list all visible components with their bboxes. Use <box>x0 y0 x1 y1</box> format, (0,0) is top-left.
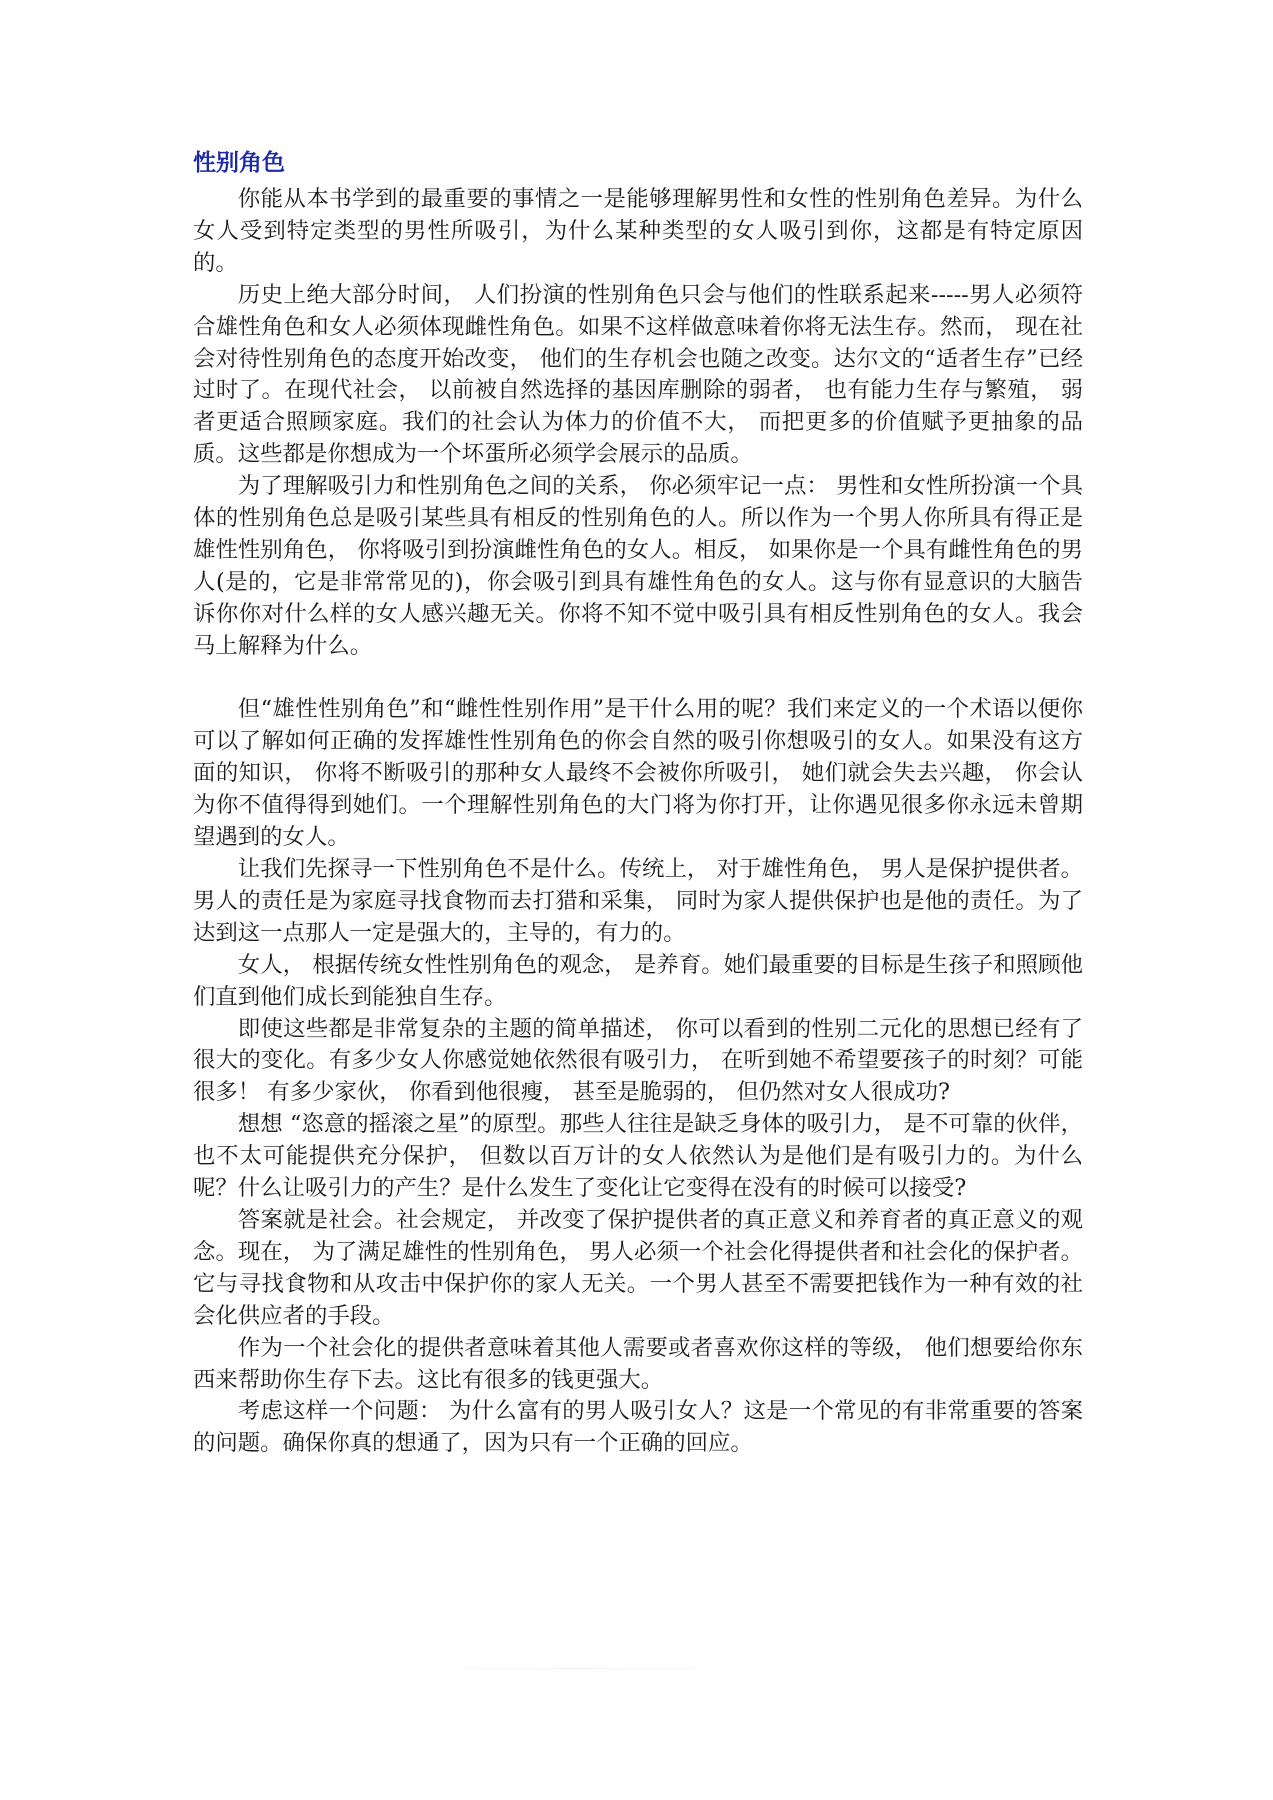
paragraph-society: 答案就是社会。社会规定， 并改变了保护提供者的真正意义和养育者的真正意义的观念。现在， 为了满足雄性的性别角色， 男人必须一个社会化得提供者和社会化的保护者。它与寻找食物和从攻击中保护你的家人无关。一个男人甚至不需要把钱作为一种有效的社会化供应者的手段。 <box>193 1206 1083 1329</box>
paragraph-intro: 你能从本书学到的最重要的事情之一是能够理解男性和女性的性别角色差异。为什么女人受到特定类型的男性所吸引，为什么某种类型的女人吸引到你，这都是有特定原因的。 <box>193 186 1083 276</box>
paragraph-history: 历史上绝大部分时间， 人们扮演的性别角色只会与他们的性联系起来-----男人必须符合雄性角色和女人必须体现雌性角色。如果不这样做意味着你将无法生存。然而， 现在社会对待性别角色的态度开始改变， 他们的生存机会也随之改变。达尔文的“适者生存”已经过时了。在现代社会， 以前被自然选择的基因库删除的弱者， 也有能力生存与繁殖， 弱者更适合照顾家庭。我们的社会认为体力的价值不大， 而把更多的价值赋予更抽象的品质。这些都是你想成为一个坏蛋所必须学会展示的品质。 <box>193 281 1083 468</box>
scan-artifact-line <box>420 1668 740 1669</box>
paragraph-question: 考虑这样一个问题： 为什么富有的男人吸引女人？这是一个常见的有非常重要的答案的问题。确保你真的想通了，因为只有一个正确的回应。 <box>193 1398 1083 1457</box>
paragraph-change: 即使这些都是非常复杂的主题的简单描述， 你可以看到的性别二元化的思想已经有了很大的变化。有多少女人你感觉她依然很有吸引力， 在听到她不希望要孩子的时刻？可能很多！ 有多少家伙， 你看到他很瘦， 甚至是脆弱的， 但仍然对女人很成功? <box>193 1015 1083 1106</box>
paragraph-tradition-female: 女人， 根据传统女性性别角色的观念， 是养育。她们最重要的目标是生孩子和照顾他们直到他们成长到能独自生存。 <box>193 951 1083 1010</box>
paragraph-attraction: 为了理解吸引力和性别角色之间的关系， 你必须牢记一点： 男性和女性所扮演一个具体的性别角色总是吸引某些具有相反的性别角色的人。所以作为一个男人你所具有得正是雄性性别角色， 你将吸引到扮演雌性角色的女人。相反， 如果你是一个具有雌性角色的男人(是的，它是非常常见的)，你会吸引到具有雄性角色的女人。这与你有显意识的大脑告诉你你对什么样的女人感兴趣无关。你将不知不觉中吸引具有相反性别角色的女人。我会马上解释为什么。 <box>193 473 1083 659</box>
paragraph-gap <box>193 663 1083 695</box>
paragraph-rockstar: 想想 “恣意的摇滚之星”的原型。那些人往往是缺乏身体的吸引力， 是不可靠的伙伴， 也不太可能提供充分保护， 但数以百万计的女人依然认为是他们是有吸引力的。为什么呢？什么让吸引力的产生？是什么发生了变化让它变得在没有的时候可以接受? <box>193 1111 1083 1202</box>
paragraph-definition: 但“雄性性别角色”和“雌性性别作用”是干什么用的呢？我们来定义的一个术语以便你可以了解如何正确的发挥雄性性别角色的你会自然的吸引你想吸引的女人。如果没有这方面的知识， 你将不断吸引的那种女人最终不会被你所吸引， 她们就会失去兴趣， 你会认为你不值得得到她们。一个理解性别角色的大门将为你打开，让你遇见很多你永远未曾期望遇到的女人。 <box>193 696 1083 851</box>
paragraph-provider: 作为一个社会化的提供者意味着其他人需要或者喜欢你这样的等级， 他们想要给你东西来帮助你生存下去。这比有很多的钱更强大。 <box>193 1334 1083 1393</box>
section-heading: 性别角色 <box>193 150 285 176</box>
paragraph-tradition-male: 让我们先探寻一下性别角色不是什么。传统上， 对于雄性角色， 男人是保护提供者。男人的责任是为家庭寻找食物而去打猎和采集， 同时为家人提供保护也是他的责任。为了达到这一点那人一定是强大的，主导的，有力的。 <box>193 856 1083 946</box>
document-body <box>193 148 1083 1460</box>
